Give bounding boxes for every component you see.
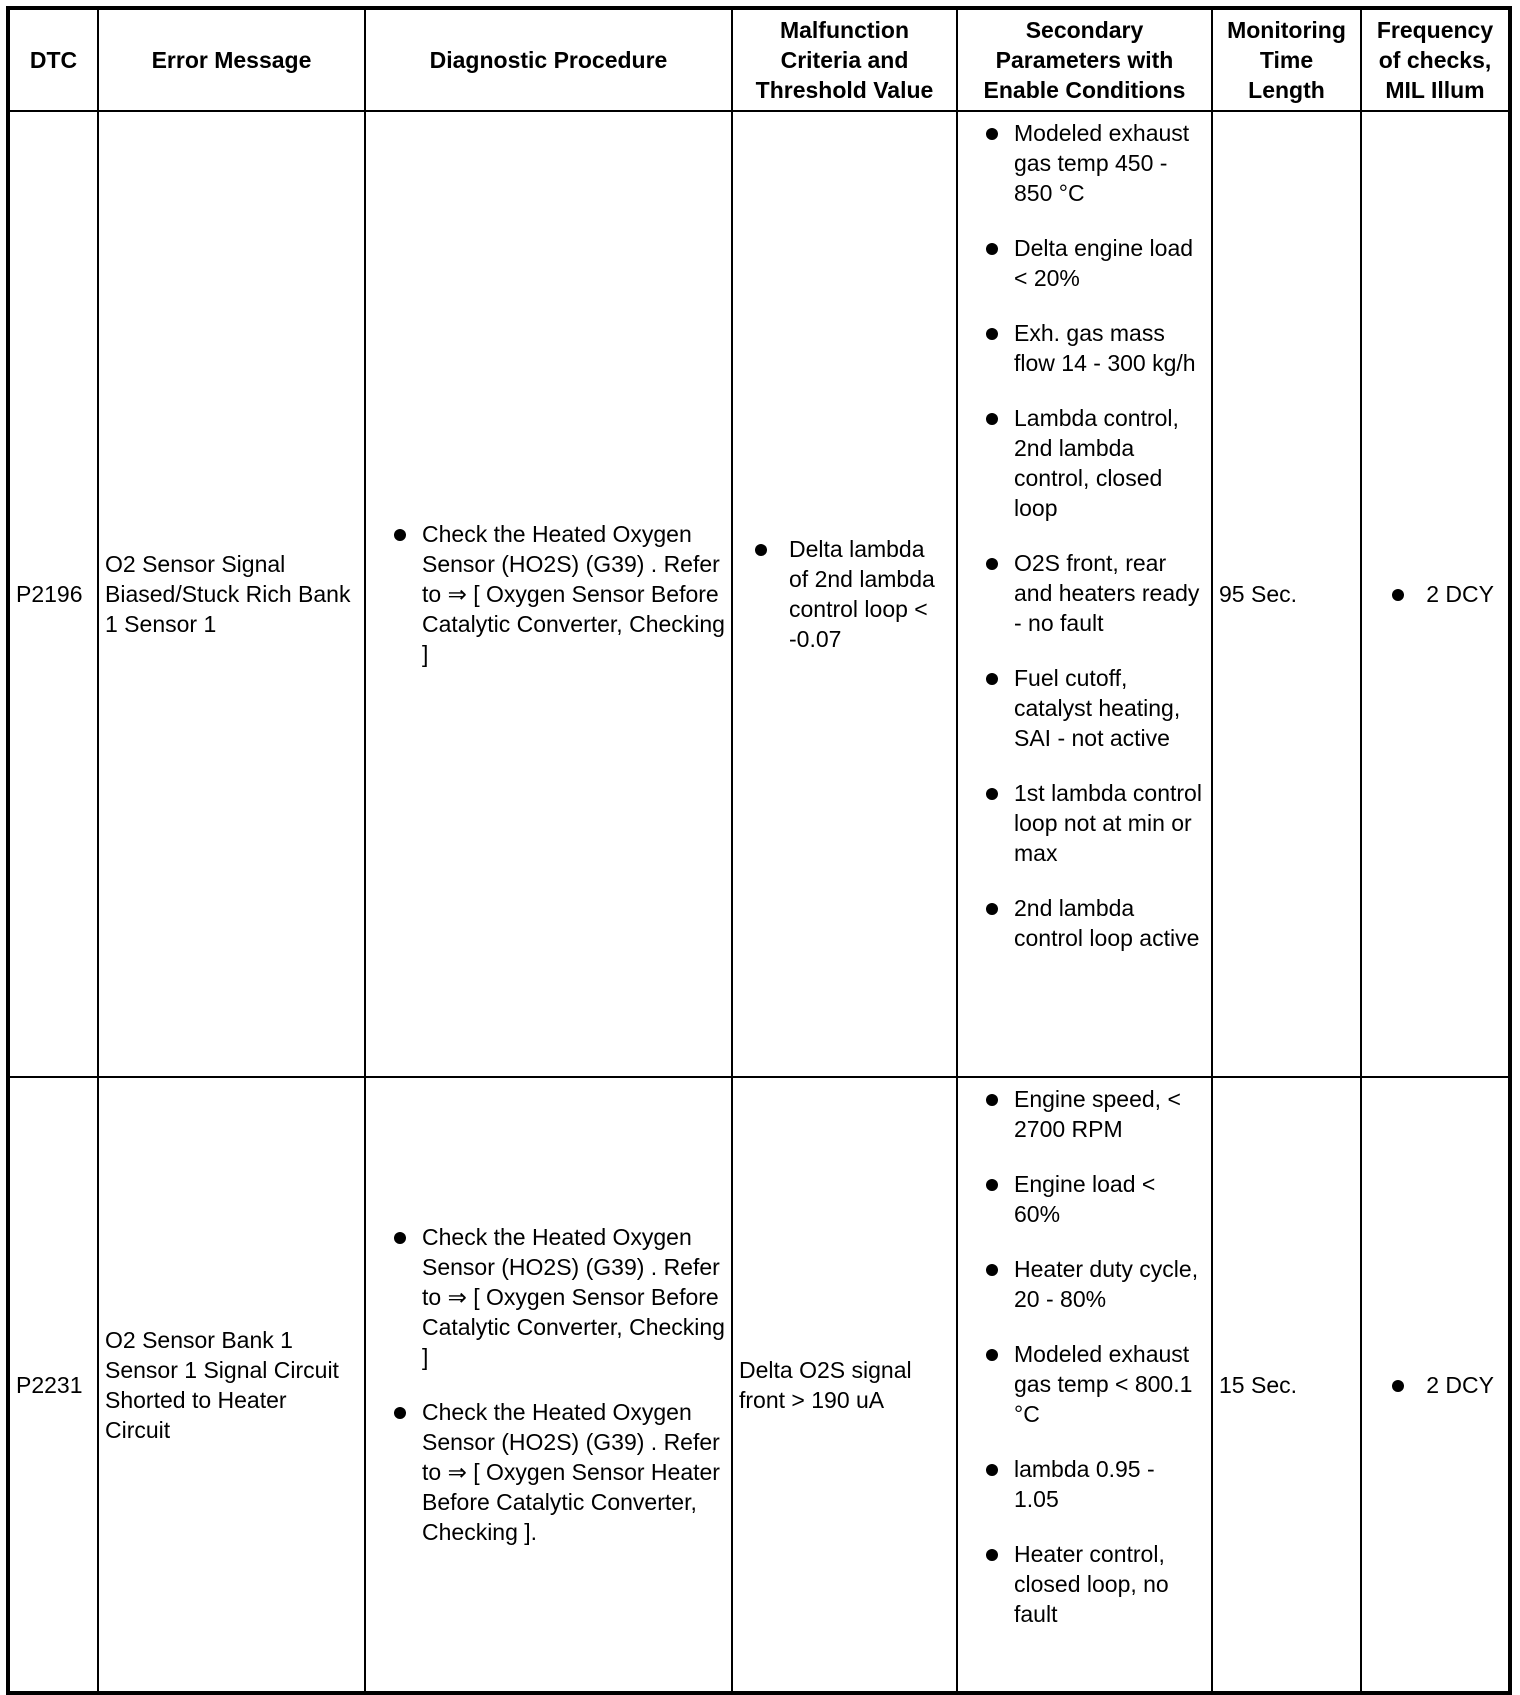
parameter-item	[964, 1539, 1205, 1629]
secondary-parameters	[957, 1077, 1212, 1693]
parameter-text: 1st lambda control loop not at min or max	[1014, 780, 1202, 866]
criteria-list	[739, 534, 950, 654]
bullet-icon	[986, 1179, 998, 1191]
parameter-item	[964, 403, 1205, 523]
bullet-icon	[1392, 1380, 1404, 1392]
criteria-text: Delta lambda of 2nd lambda control loop < -0.07	[789, 536, 935, 652]
parameter-item	[964, 1169, 1205, 1229]
parameter-item	[964, 663, 1205, 753]
parameter-text: Heater duty cycle, 20 - 80%	[1014, 1256, 1199, 1312]
bullet-icon	[986, 903, 998, 915]
parameter-text: Modeled exhaust gas temp 450 - 850 °C	[1014, 120, 1190, 206]
parameter-text: O2S front, rear and heaters ready - no fault	[1014, 550, 1200, 636]
parameter-item	[964, 1339, 1205, 1429]
procedure-text: Check the Heated Oxygen Sensor (HO2S) (G39) . Refer to ⇒ [ Oxygen Sensor Before Catalytic Converter, Checking ]	[422, 1224, 725, 1370]
bullet-icon	[1392, 589, 1404, 601]
parameter-item	[964, 233, 1205, 293]
frequency-item	[1392, 1370, 1494, 1400]
parameter-item	[964, 118, 1205, 208]
header-secondary-parameters: Secondary Parameters with Enable Conditions	[957, 8, 1212, 111]
malfunction-criteria: Delta O2S signal front > 190 uA	[732, 1077, 957, 1693]
header-frequency: Frequency of checks, MIL Illum	[1361, 8, 1510, 111]
diagnostic-procedure	[365, 111, 732, 1077]
parameter-text: Modeled exhaust gas temp < 800.1 °C	[1014, 1341, 1193, 1427]
bullet-icon	[986, 128, 998, 140]
bullet-icon	[394, 1232, 406, 1244]
bullet-icon	[986, 1549, 998, 1561]
diagnostic-procedure	[365, 1077, 732, 1693]
procedure-item	[372, 519, 725, 669]
frequency-item	[1392, 579, 1494, 609]
parameter-text: Engine load < 60%	[1014, 1171, 1156, 1227]
parameter-item	[964, 1084, 1205, 1144]
header-malfunction-criteria: Malfunction Criteria and Threshold Value	[732, 8, 957, 111]
procedure-list	[372, 1222, 725, 1547]
header-row	[8, 8, 1510, 111]
bullet-icon	[986, 1464, 998, 1476]
parameter-text: Lambda control, 2nd lambda control, closed loop	[1014, 405, 1179, 521]
parameter-item	[964, 318, 1205, 378]
header-monitoring-time: Monitoring Time Length	[1212, 8, 1361, 111]
criteria-item	[739, 534, 950, 654]
parameter-item	[964, 1454, 1205, 1514]
table-body	[8, 111, 1510, 1693]
procedure-list	[372, 519, 725, 669]
frequency	[1361, 111, 1510, 1077]
monitoring-time: 95 Sec.	[1212, 111, 1361, 1077]
header-error-message: Error Message	[98, 8, 365, 111]
parameter-list	[964, 1084, 1205, 1629]
parameter-item	[964, 548, 1205, 638]
bullet-icon	[986, 1264, 998, 1276]
bullet-icon	[986, 413, 998, 425]
parameter-text: Exh. gas mass flow 14 - 300 kg/h	[1014, 320, 1196, 376]
bullet-icon	[986, 243, 998, 255]
bullet-icon	[986, 328, 998, 340]
parameter-text: Heater control, closed loop, no fault	[1014, 1541, 1169, 1627]
procedure-item	[372, 1222, 725, 1372]
bullet-icon	[986, 1094, 998, 1106]
secondary-parameters	[957, 111, 1212, 1077]
bullet-icon	[986, 1349, 998, 1361]
parameter-item	[964, 893, 1205, 953]
procedure-text: Check the Heated Oxygen Sensor (HO2S) (G39) . Refer to ⇒ [ Oxygen Sensor Heater Before Catalytic Converter, Checking ].	[422, 1399, 720, 1545]
parameter-text: Engine speed, < 2700 RPM	[1014, 1086, 1181, 1142]
bullet-icon	[394, 529, 406, 541]
error-message: O2 Sensor Bank 1 Sensor 1 Signal Circuit Shorted to Heater Circuit	[98, 1077, 365, 1693]
table-row	[8, 1077, 1510, 1693]
parameter-text: lambda 0.95 - 1.05	[1014, 1456, 1155, 1512]
table-row	[8, 111, 1510, 1077]
bullet-icon	[986, 558, 998, 570]
parameter-item	[964, 1254, 1205, 1314]
dtc-code: P2231	[8, 1077, 98, 1693]
bullet-icon	[755, 544, 767, 556]
frequency-text: 2 DCY	[1426, 1371, 1494, 1398]
frequency-text: 2 DCY	[1426, 581, 1494, 607]
parameter-text: Fuel cutoff, catalyst heating, SAI - not active	[1014, 665, 1181, 751]
procedure-item	[372, 1397, 725, 1547]
bullet-icon	[986, 673, 998, 685]
header-dtc: DTC	[8, 8, 98, 111]
procedure-text: Check the Heated Oxygen Sensor (HO2S) (G39) . Refer to ⇒ [ Oxygen Sensor Before Catalytic Converter, Checking ]	[422, 521, 725, 667]
parameter-list	[964, 118, 1205, 953]
parameter-item	[964, 778, 1205, 868]
frequency	[1361, 1077, 1510, 1693]
bullet-icon	[394, 1407, 406, 1419]
error-message: O2 Sensor Signal Biased/Stuck Rich Bank 1 Sensor 1	[98, 111, 365, 1077]
monitoring-time: 15 Sec.	[1212, 1077, 1361, 1693]
bullet-icon	[986, 788, 998, 800]
dtc-table	[6, 6, 1512, 1695]
malfunction-criteria	[732, 111, 957, 1077]
header-diagnostic-procedure: Diagnostic Procedure	[365, 8, 732, 111]
table-header	[8, 8, 1510, 111]
dtc-code: P2196	[8, 111, 98, 1077]
parameter-text: 2nd lambda control loop active	[1014, 895, 1200, 951]
parameter-text: Delta engine load < 20%	[1014, 235, 1194, 291]
